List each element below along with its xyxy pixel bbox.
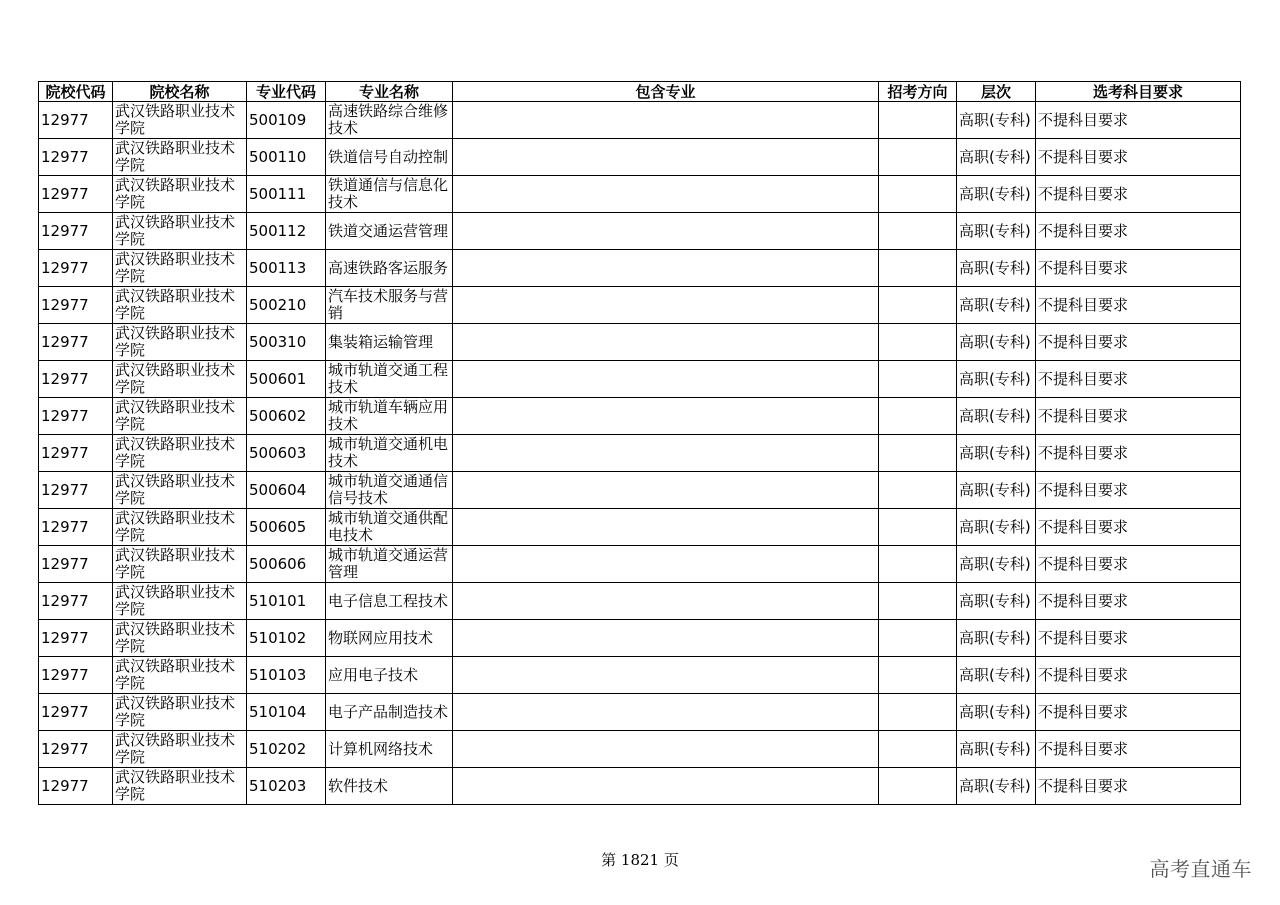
cell-direction xyxy=(879,398,957,435)
cell-included-majors xyxy=(453,361,879,398)
cell-included-majors xyxy=(453,324,879,361)
cell-included-majors xyxy=(453,583,879,620)
cell-school-code: 12977 xyxy=(39,398,113,435)
cell-direction xyxy=(879,694,957,731)
cell-level: 高职(专科) xyxy=(957,250,1036,287)
header-subject-requirement: 选考科目要求 xyxy=(1036,82,1241,102)
cell-included-majors xyxy=(453,213,879,250)
cell-school-name: 武汉铁路职业技术学院 xyxy=(113,768,247,805)
cell-subject-requirement: 不提科目要求 xyxy=(1036,287,1241,324)
cell-major-name: 软件技术 xyxy=(326,768,453,805)
cell-major-code: 500113 xyxy=(247,250,326,287)
cell-school-code: 12977 xyxy=(39,324,113,361)
cell-subject-requirement: 不提科目要求 xyxy=(1036,361,1241,398)
cell-school-name: 武汉铁路职业技术学院 xyxy=(113,694,247,731)
cell-major-name: 城市轨道交通供配电技术 xyxy=(326,509,453,546)
cell-school-name: 武汉铁路职业技术学院 xyxy=(113,472,247,509)
page-number: 第 1821 页 xyxy=(601,851,679,869)
cell-school-code: 12977 xyxy=(39,287,113,324)
cell-subject-requirement: 不提科目要求 xyxy=(1036,102,1241,139)
cell-included-majors xyxy=(453,176,879,213)
cell-direction xyxy=(879,139,957,176)
cell-subject-requirement: 不提科目要求 xyxy=(1036,731,1241,768)
table-header-row xyxy=(39,82,1241,102)
cell-major-name: 电子信息工程技术 xyxy=(326,583,453,620)
cell-subject-requirement: 不提科目要求 xyxy=(1036,546,1241,583)
cell-school-code: 12977 xyxy=(39,657,113,694)
cell-subject-requirement: 不提科目要求 xyxy=(1036,324,1241,361)
cell-direction xyxy=(879,213,957,250)
cell-subject-requirement: 不提科目要求 xyxy=(1036,435,1241,472)
table-row xyxy=(39,546,1241,583)
cell-school-name: 武汉铁路职业技术学院 xyxy=(113,435,247,472)
cell-subject-requirement: 不提科目要求 xyxy=(1036,398,1241,435)
table-row xyxy=(39,694,1241,731)
cell-subject-requirement: 不提科目要求 xyxy=(1036,694,1241,731)
cell-included-majors xyxy=(453,139,879,176)
cell-major-name: 城市轨道交通机电技术 xyxy=(326,435,453,472)
cell-level: 高职(专科) xyxy=(957,657,1036,694)
cell-major-name: 高速铁路客运服务 xyxy=(326,250,453,287)
table-row xyxy=(39,657,1241,694)
cell-major-name: 汽车技术服务与营销 xyxy=(326,287,453,324)
table-row xyxy=(39,176,1241,213)
table-row xyxy=(39,731,1241,768)
cell-major-name: 高速铁路综合维修技术 xyxy=(326,102,453,139)
table-row xyxy=(39,768,1241,805)
cell-level: 高职(专科) xyxy=(957,546,1036,583)
cell-school-name: 武汉铁路职业技术学院 xyxy=(113,176,247,213)
cell-major-code: 500604 xyxy=(247,472,326,509)
cell-subject-requirement: 不提科目要求 xyxy=(1036,250,1241,287)
cell-included-majors xyxy=(453,694,879,731)
cell-school-code: 12977 xyxy=(39,694,113,731)
cell-subject-requirement: 不提科目要求 xyxy=(1036,509,1241,546)
cell-direction xyxy=(879,324,957,361)
cell-major-code: 500112 xyxy=(247,213,326,250)
cell-school-name: 武汉铁路职业技术学院 xyxy=(113,287,247,324)
cell-subject-requirement: 不提科目要求 xyxy=(1036,768,1241,805)
cell-school-code: 12977 xyxy=(39,731,113,768)
cell-direction xyxy=(879,361,957,398)
cell-major-code: 500111 xyxy=(247,176,326,213)
header-major-name: 专业名称 xyxy=(326,82,453,102)
cell-school-code: 12977 xyxy=(39,435,113,472)
cell-major-name: 集装箱运输管理 xyxy=(326,324,453,361)
table-row xyxy=(39,472,1241,509)
table-row xyxy=(39,250,1241,287)
header-direction: 招考方向 xyxy=(879,82,957,102)
table-row xyxy=(39,102,1241,139)
cell-school-code: 12977 xyxy=(39,768,113,805)
cell-school-code: 12977 xyxy=(39,361,113,398)
cell-level: 高职(专科) xyxy=(957,398,1036,435)
cell-direction xyxy=(879,768,957,805)
cell-included-majors xyxy=(453,435,879,472)
cell-school-code: 12977 xyxy=(39,139,113,176)
cell-direction xyxy=(879,472,957,509)
cell-level: 高职(专科) xyxy=(957,139,1036,176)
cell-major-name: 城市轨道交通工程技术 xyxy=(326,361,453,398)
cell-level: 高职(专科) xyxy=(957,287,1036,324)
cell-level: 高职(专科) xyxy=(957,213,1036,250)
header-level: 层次 xyxy=(957,82,1036,102)
cell-direction xyxy=(879,620,957,657)
table-row xyxy=(39,583,1241,620)
cell-school-code: 12977 xyxy=(39,472,113,509)
cell-school-code: 12977 xyxy=(39,546,113,583)
cell-included-majors xyxy=(453,472,879,509)
cell-school-name: 武汉铁路职业技术学院 xyxy=(113,398,247,435)
cell-subject-requirement: 不提科目要求 xyxy=(1036,620,1241,657)
cell-subject-requirement: 不提科目要求 xyxy=(1036,213,1241,250)
cell-direction xyxy=(879,176,957,213)
cell-major-name: 城市轨道交通通信信号技术 xyxy=(326,472,453,509)
cell-major-name: 物联网应用技术 xyxy=(326,620,453,657)
cell-subject-requirement: 不提科目要求 xyxy=(1036,583,1241,620)
cell-level: 高职(专科) xyxy=(957,694,1036,731)
cell-direction xyxy=(879,546,957,583)
cell-major-code: 500601 xyxy=(247,361,326,398)
cell-school-name: 武汉铁路职业技术学院 xyxy=(113,213,247,250)
cell-school-name: 武汉铁路职业技术学院 xyxy=(113,250,247,287)
cell-included-majors xyxy=(453,731,879,768)
cell-level: 高职(专科) xyxy=(957,768,1036,805)
cell-included-majors xyxy=(453,509,879,546)
table-row xyxy=(39,398,1241,435)
cell-major-code: 510104 xyxy=(247,694,326,731)
cell-major-name: 铁道交通运营管理 xyxy=(326,213,453,250)
cell-level: 高职(专科) xyxy=(957,361,1036,398)
header-school-code: 院校代码 xyxy=(39,82,113,102)
cell-level: 高职(专科) xyxy=(957,620,1036,657)
cell-included-majors xyxy=(453,657,879,694)
cell-school-name: 武汉铁路职业技术学院 xyxy=(113,102,247,139)
cell-included-majors xyxy=(453,546,879,583)
cell-school-code: 12977 xyxy=(39,583,113,620)
cell-direction xyxy=(879,657,957,694)
cell-school-name: 武汉铁路职业技术学院 xyxy=(113,620,247,657)
cell-major-name: 铁道通信与信息化技术 xyxy=(326,176,453,213)
cell-school-name: 武汉铁路职业技术学院 xyxy=(113,583,247,620)
cell-major-code: 510203 xyxy=(247,768,326,805)
header-major-code: 专业代码 xyxy=(247,82,326,102)
cell-school-name: 武汉铁路职业技术学院 xyxy=(113,361,247,398)
cell-school-code: 12977 xyxy=(39,213,113,250)
cell-major-code: 500605 xyxy=(247,509,326,546)
cell-school-code: 12977 xyxy=(39,250,113,287)
cell-school-name: 武汉铁路职业技术学院 xyxy=(113,731,247,768)
cell-direction xyxy=(879,287,957,324)
cell-major-code: 500603 xyxy=(247,435,326,472)
admissions-table xyxy=(38,81,1241,805)
cell-subject-requirement: 不提科目要求 xyxy=(1036,472,1241,509)
table-row xyxy=(39,620,1241,657)
cell-school-code: 12977 xyxy=(39,102,113,139)
cell-major-name: 城市轨道交通运营管理 xyxy=(326,546,453,583)
cell-level: 高职(专科) xyxy=(957,472,1036,509)
cell-direction xyxy=(879,731,957,768)
cell-school-code: 12977 xyxy=(39,176,113,213)
cell-major-name: 计算机网络技术 xyxy=(326,731,453,768)
cell-major-code: 500602 xyxy=(247,398,326,435)
cell-direction xyxy=(879,250,957,287)
cell-major-name: 电子产品制造技术 xyxy=(326,694,453,731)
cell-major-code: 500310 xyxy=(247,324,326,361)
cell-school-code: 12977 xyxy=(39,620,113,657)
table-row xyxy=(39,435,1241,472)
header-school-name: 院校名称 xyxy=(113,82,247,102)
cell-subject-requirement: 不提科目要求 xyxy=(1036,139,1241,176)
cell-major-code: 500210 xyxy=(247,287,326,324)
table-row xyxy=(39,139,1241,176)
cell-school-name: 武汉铁路职业技术学院 xyxy=(113,139,247,176)
cell-included-majors xyxy=(453,398,879,435)
cell-major-code: 500109 xyxy=(247,102,326,139)
cell-included-majors xyxy=(453,250,879,287)
cell-major-code: 500110 xyxy=(247,139,326,176)
cell-level: 高职(专科) xyxy=(957,176,1036,213)
cell-included-majors xyxy=(453,768,879,805)
cell-major-name: 城市轨道车辆应用技术 xyxy=(326,398,453,435)
cell-school-name: 武汉铁路职业技术学院 xyxy=(113,546,247,583)
cell-major-code: 510102 xyxy=(247,620,326,657)
table-row xyxy=(39,324,1241,361)
cell-major-code: 500606 xyxy=(247,546,326,583)
cell-included-majors xyxy=(453,287,879,324)
cell-subject-requirement: 不提科目要求 xyxy=(1036,176,1241,213)
cell-major-code: 510101 xyxy=(247,583,326,620)
cell-level: 高职(专科) xyxy=(957,731,1036,768)
cell-school-code: 12977 xyxy=(39,509,113,546)
table-row xyxy=(39,287,1241,324)
cell-level: 高职(专科) xyxy=(957,324,1036,361)
table-row xyxy=(39,361,1241,398)
cell-direction xyxy=(879,102,957,139)
cell-direction xyxy=(879,435,957,472)
cell-subject-requirement: 不提科目要求 xyxy=(1036,657,1241,694)
table-body xyxy=(39,102,1241,805)
table-row xyxy=(39,213,1241,250)
cell-level: 高职(专科) xyxy=(957,509,1036,546)
cell-major-name: 应用电子技术 xyxy=(326,657,453,694)
cell-school-name: 武汉铁路职业技术学院 xyxy=(113,324,247,361)
cell-included-majors xyxy=(453,620,879,657)
cell-level: 高职(专科) xyxy=(957,102,1036,139)
cell-included-majors xyxy=(453,102,879,139)
cell-major-name: 铁道信号自动控制 xyxy=(326,139,453,176)
cell-school-name: 武汉铁路职业技术学院 xyxy=(113,509,247,546)
cell-direction xyxy=(879,509,957,546)
cell-level: 高职(专科) xyxy=(957,583,1036,620)
cell-major-code: 510103 xyxy=(247,657,326,694)
cell-school-name: 武汉铁路职业技术学院 xyxy=(113,657,247,694)
watermark: 高考直通车 xyxy=(1149,857,1252,881)
cell-level: 高职(专科) xyxy=(957,435,1036,472)
cell-direction xyxy=(879,583,957,620)
header-included-majors: 包含专业 xyxy=(453,82,879,102)
table-row xyxy=(39,509,1241,546)
cell-major-code: 510202 xyxy=(247,731,326,768)
